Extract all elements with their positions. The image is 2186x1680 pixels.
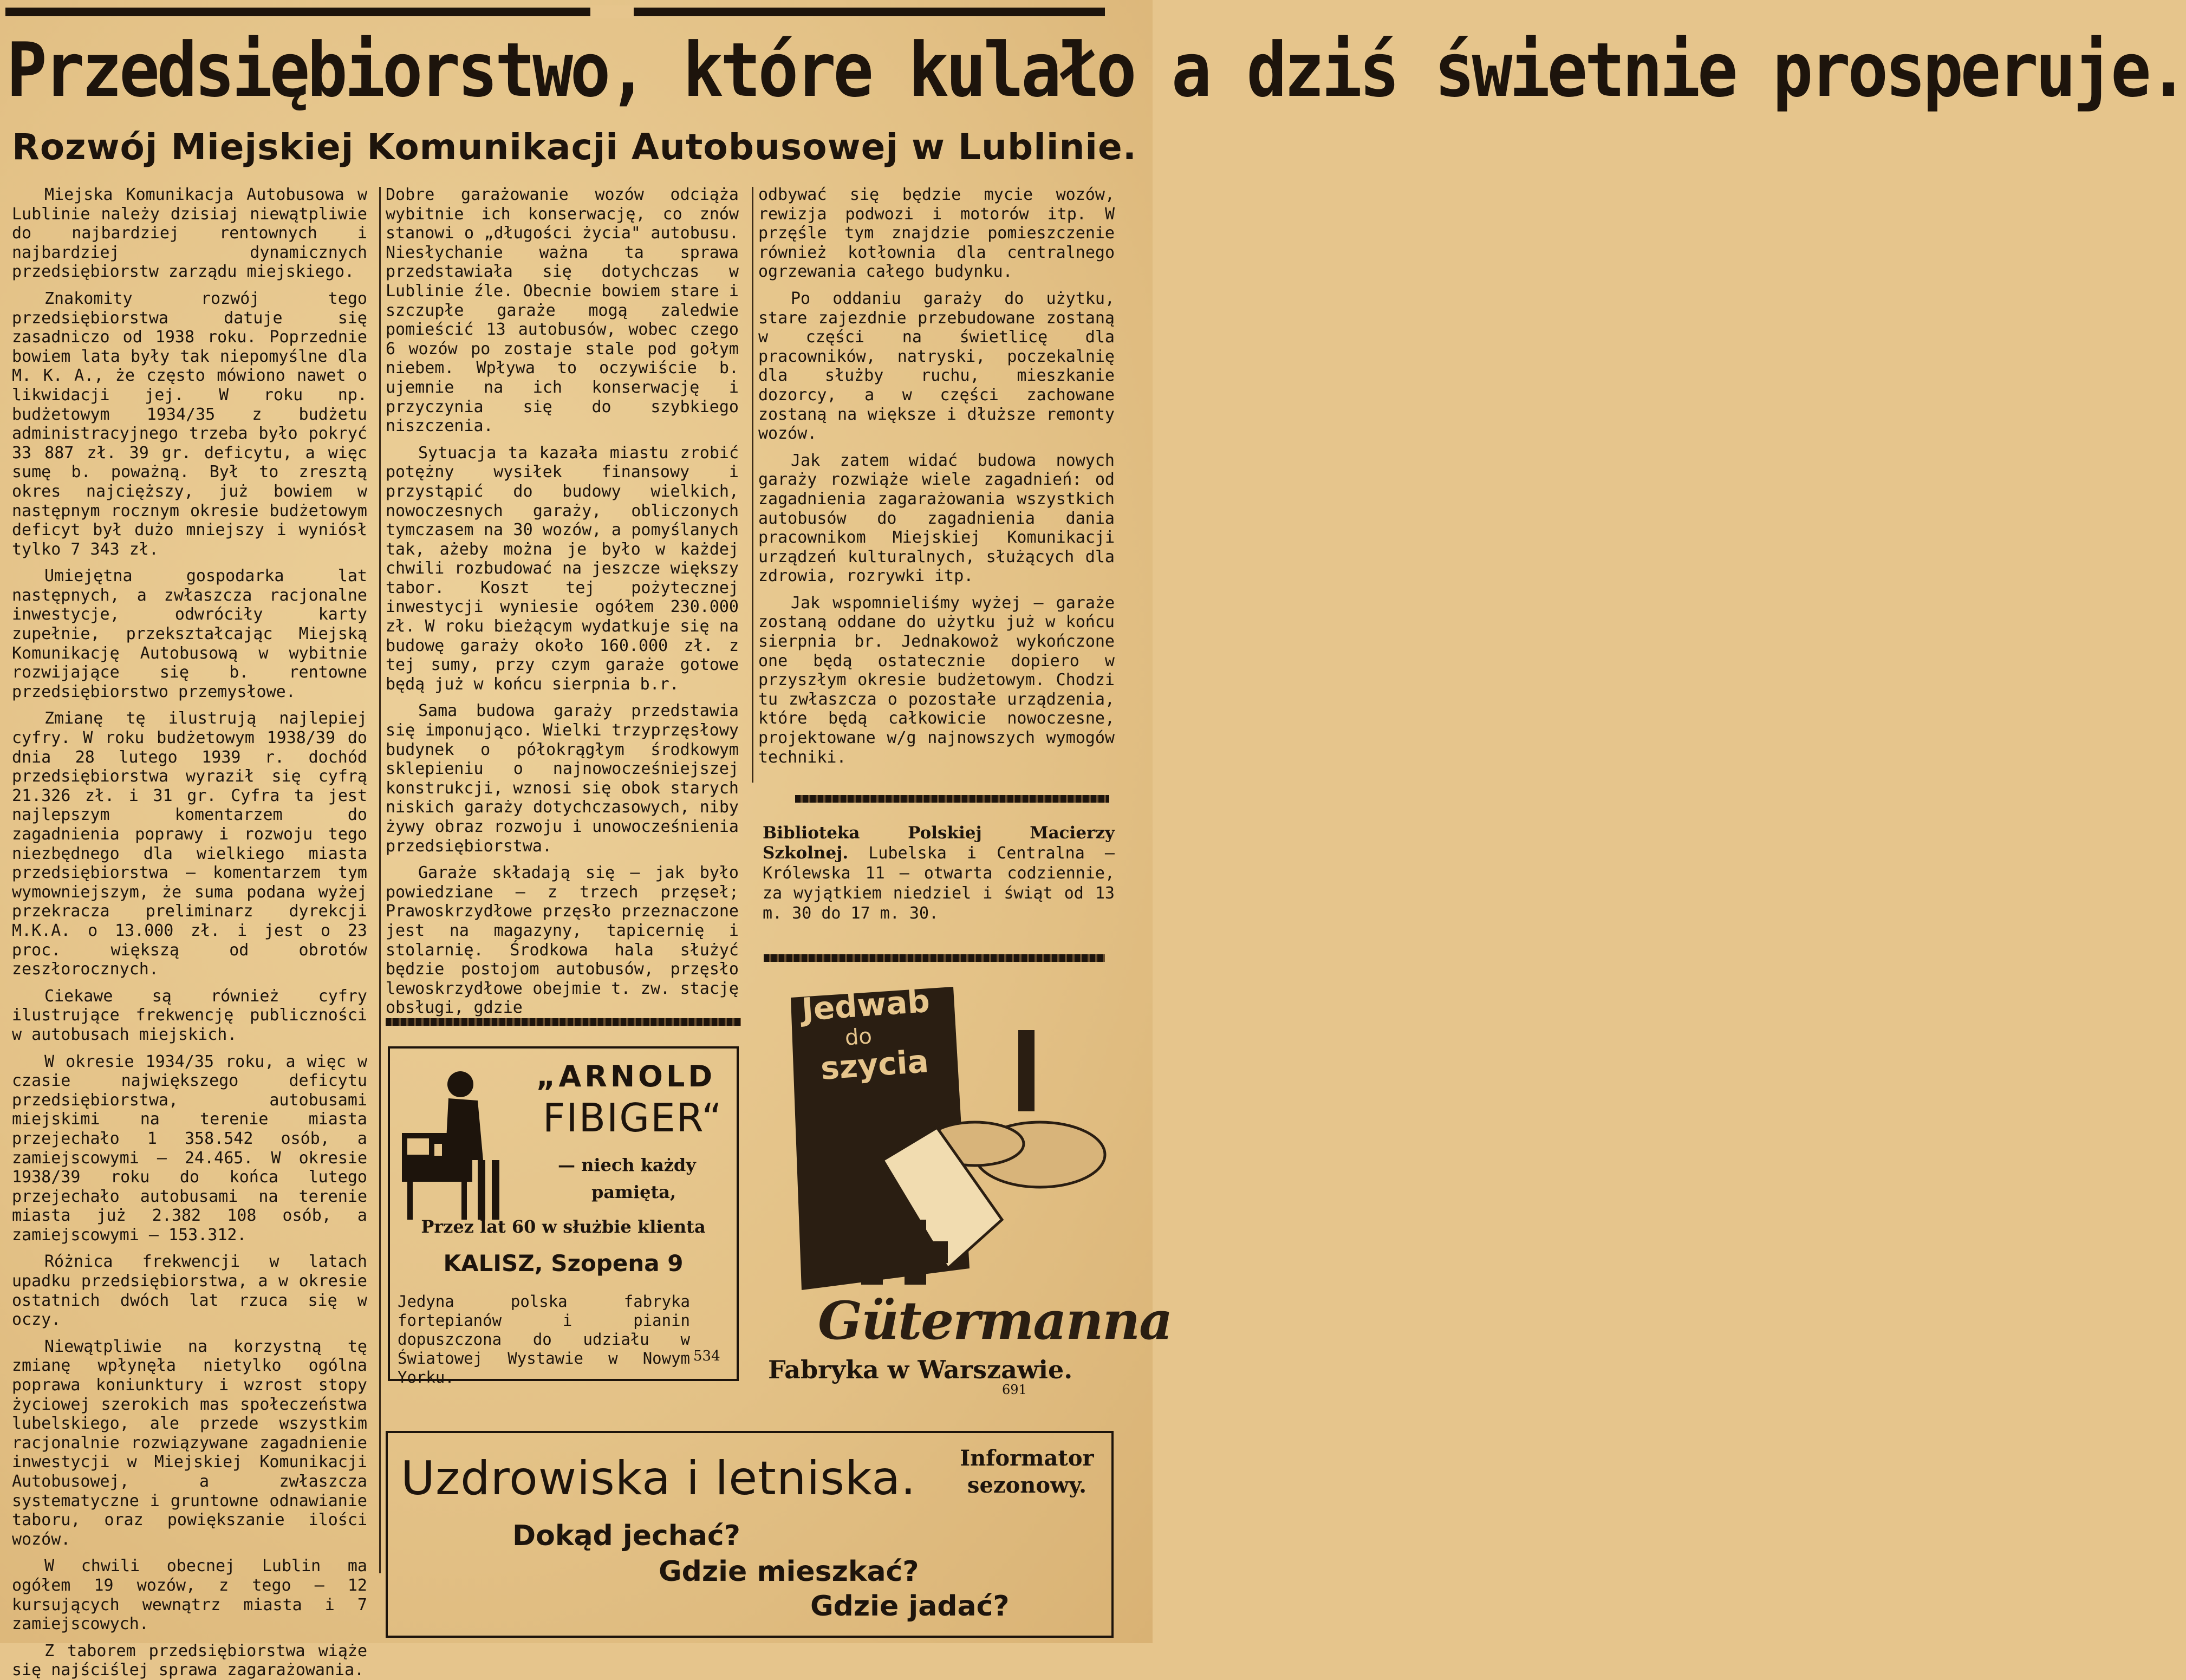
article-paragraph: Różnica frekwencji w latach upadku przedsiębiorstwa, a w okresie ostatnich dwóch lat rzuca się w oczy. (12, 1252, 367, 1330)
fibiger-name-line2: FIBIGER“ (543, 1095, 723, 1141)
spa-question-3: Gdzie jadać? (810, 1590, 1010, 1623)
silk-code: 691 (1002, 1382, 1027, 1397)
spa-title: Uzdrowiska i letniska. (401, 1451, 916, 1506)
silk-label-line1: Jedwab (800, 982, 931, 1028)
fibiger-address: KALISZ, Szopena 9 (443, 1250, 684, 1277)
ad-separator-right (764, 954, 1105, 962)
spa-question-1: Dokąd jechać? (512, 1520, 740, 1552)
library-notice (763, 823, 1115, 923)
library-notice-text: Lubelska i Centralna — Królewska 11 — otwarta codziennie, za wyjątkiem niedziel i świąt od 13 m. 30 do 17 m. 30. (763, 844, 1115, 923)
notice-separator (795, 795, 1109, 803)
article-paragraph: odbywać się będzie mycie wozów, rewizja podwozi i motorów itp. W przęśle tym znajdzie pomieszczenie również kotłownia dla centralnego ogrzewania całego budynku. (758, 185, 1115, 282)
article-paragraph: Jak zatem widać budowa nowych garaży rozwiąże wiele zagadnień: od zagadnienia zagarażowania wszystkich autobusów do zagadnienia dania pracownikom Miejskiej Komunikacji urządzeń kulturalnych, służących dla zdrowia, rozrywki itp. (758, 451, 1115, 586)
fibiger-slogan-2: pamięta, (591, 1182, 676, 1202)
spa-info: Informator sezonowy. (960, 1445, 1094, 1498)
silk-label-line3: szycia (819, 1043, 930, 1087)
ad-separator-middle (386, 1018, 741, 1026)
spa-ad (386, 1431, 1114, 1638)
article-paragraph: Garaże składają się — jak było powiedziane — z trzech przęseł; Prawoskrzydłowe przęsło przeznaczone jest na magazyny, tapicernię i stolarnię. Środkowa hala służyć będzie postojom autobusów, przęsło lewoskrzydłowe obejmie t. zw. stację obsługi, gdzie (386, 863, 739, 1018)
fibiger-name-line1: „ARNOLD (536, 1059, 716, 1093)
subheadline: Rozwój Miejskiej Komunikacji Autobusowej w Lublinie. (12, 126, 1137, 168)
article-paragraph: W chwili obecnej Lublin ma ogółem 19 wozów, z tego — 12 kursujących wewnątrz miasta i 7 zamiejscowych. (12, 1557, 367, 1634)
article-column-1 (12, 185, 367, 1680)
column-rule-1 (379, 187, 381, 1573)
spa-question-2: Gdzie mieszkać? (659, 1555, 919, 1588)
article-paragraph: Ciekawe są również cyfry ilustrujące frekwencję publiczności w autobusach miejskich. (12, 986, 367, 1044)
article-paragraph: Sama budowa garaży przedstawia się imponująco. Wielki trzyprzęsłowy budynek o półokrągłym środkowym sklepieniu o najnowocześniejszej konstrukcji, wznosi się obok starych niskich garaży dotychczasowych, niby żywy obraz rozwoju i unowocześnienia przedsiębiorstwa. (386, 701, 739, 856)
fibiger-slogan-1: — niech każdy (558, 1155, 696, 1175)
article-column-3 (758, 185, 1115, 781)
silk-label-line2: do (844, 1024, 873, 1051)
article-paragraph: Sytuacja ta kazała miastu zrobić potężny wysiłek finansowy i przystąpić do budowy wielkich, nowoczesnych garaży, obliczonych tymczasem na 30 wozów, a pomyślanych tak, ażeby można je było w każdej chwili rozbudować na jeszcze większy tabor. Koszt tej pożytecznej inwestycji wyniesie ogółem 230.000 zł. W roku bieżącym wydatkuje się na budowę garaży około 160.000 zł. z tej sumy, przy czym garaże gotowe będą już w końcu sierpnia b.r. (386, 443, 739, 694)
article-paragraph: Znakomity rozwój tego przedsiębiorstwa datuje się zasadniczo od 1938 roku. Poprzednie bowiem lata były tak niepomyślne dla M. K. A., że często mówiono nawet o likwidacji jej. W roku np. budżetowym 1934/35 z budżetu administracyjnego trzeba było pokryć 33 887 zł. 39 gr. deficytu, a więc sumę b. poważną. Był to zresztą okres najcięższy, już bowiem w następnym rocznym okresie budżetowym deficyt był dużo mniejszy i wyniósł tylko 7 343 zł. (12, 289, 367, 559)
top-rule-gap (590, 5, 634, 18)
headline: Przedsiębiorstwo, które kulało a dziś świetnie prosperuje. (6, 27, 2186, 114)
article-paragraph: Miejska Komunikacja Autobusowa w Lublinie należy dzisiaj niewątpliwie do najbardziej rentownych i najbardziej dynamicznych przedsiębiorstw zarządu miejskiego. (12, 185, 367, 282)
article-paragraph: W okresie 1934/35 roku, a więc w czasie największego deficytu przedsiębiorstwa, autobusami miejskimi na terenie miasta przejechało 1 358.542 osób, a zamiejscowymi — 24.465. W okresie 1938/39 roku do końca lutego przejechało autobusami na terenie miasta już 2.382 108 osób, a zamiejscowymi — 153.312. (12, 1052, 367, 1245)
top-rule (5, 8, 1105, 16)
article-column-2 (386, 185, 739, 1018)
silk-factory: Fabryka w Warszawie. (768, 1355, 1073, 1384)
silk-brand: Gütermanna (818, 1290, 1172, 1351)
article-paragraph: Jak wspomnieliśmy wyżej — garaże zostaną oddane do użytku już w końcu sierpnia br. Jednakowoż wykończone one będą ostatecznie dopiero w przyszłym okresie budżetowym. Chodzi tu zwłaszcza o pozostałe urządzenia, które będą całkowicie nowoczesne, projektowane w/g najnowszych wymogów techniki. (758, 593, 1115, 767)
fibiger-description: Jedyna polska fabryka fortepianów i pianin dopuszczona do udziału w Światowej Wystawie w Nowym Yorku. (398, 1292, 690, 1386)
piano-player-icon (396, 1068, 505, 1225)
article-paragraph: Zmianę tę ilustrują najlepiej cyfry. W roku budżetowym 1938/39 do dnia 28 lutego 1939 r. dochód przedsiębiorstwa wyraził się cyfrą 21.326 zł. i 31 gr. Cyfra ta jest najlepszym komentarzem do zagadnienia poprawy i rozwoju tego niezbędnego dla wielkiego miasta przedsiębiorstwa — komentarzem tym wymowniejszym, że suma podana wyżej przekracza preliminarz dyrekcji M.K.A. o 13.000 zł. i jest o 23 proc. większą od obrotów zeszłorocznych. (12, 709, 367, 979)
fibiger-ad (388, 1046, 739, 1386)
silk-ad (758, 965, 1172, 1397)
article-paragraph: Z taborem przedsiębiorstwa wiąże się najściślej sprawa zagarażowania. (12, 1641, 367, 1680)
fibiger-service: Przez lat 60 w służbie klienta (421, 1216, 706, 1237)
library-notice-title: Biblioteka Polskiej Macierzy Szkolnej. (763, 823, 1115, 863)
article-paragraph: Umiejętna gospodarka lat następnych, a zwłaszcza racjonalne inwestycje, odwróciły karty zupełnie, przekształcając Miejską Komunikację Autobusową w wybitnie rozwijające się b. rentowne przedsiębiorstwo przemysłowe. (12, 566, 367, 701)
article-paragraph: Niewątpliwie na korzystną tę zmianę wpłynęła nietylko ogólna poprawa koniunktury i wzrost stopy życiowej szerokich mas społeczeństwa lubelskiego, ale przede wszystkim racjonalnie rozwiązywane zagadnienie inwestycji w Miejskiej Komunikacji Autobusowej, a zwłaszcza systematyczne i gruntowne odnawianie taboru, oraz powiększanie ilości wozów. (12, 1337, 367, 1549)
fibiger-code: 534 (693, 1348, 720, 1364)
article-paragraph: Po oddaniu garaży do użytku, stare zajezdnie przebudowane zostaną w części na świetlicę dla pracowników, natryski, poczekalnię dla służby ruchu, mieszkanie dozorcy, a w części zachowane zostaną na większe i dłuższe remonty wozów. (758, 289, 1115, 444)
article-paragraph: Dobre garażowanie wozów odciąża wybitnie ich konserwację, co znów stanowi o „długości życia" autobusu. Niesłychanie ważna ta sprawa przedstawiała się dotychczas w Lublinie źle. Obecnie bowiem stare i szczupłe garaże mogą zaledwie pomieścić 13 autobusów, wobec czego 6 wozów po zostaje stale pod gołym niebem. Wpływa to oczywiście b. ujemnie na ich konserwację i przyczynia się do szybkiego niszczenia. (386, 185, 739, 436)
column-rule-2 (752, 187, 753, 783)
